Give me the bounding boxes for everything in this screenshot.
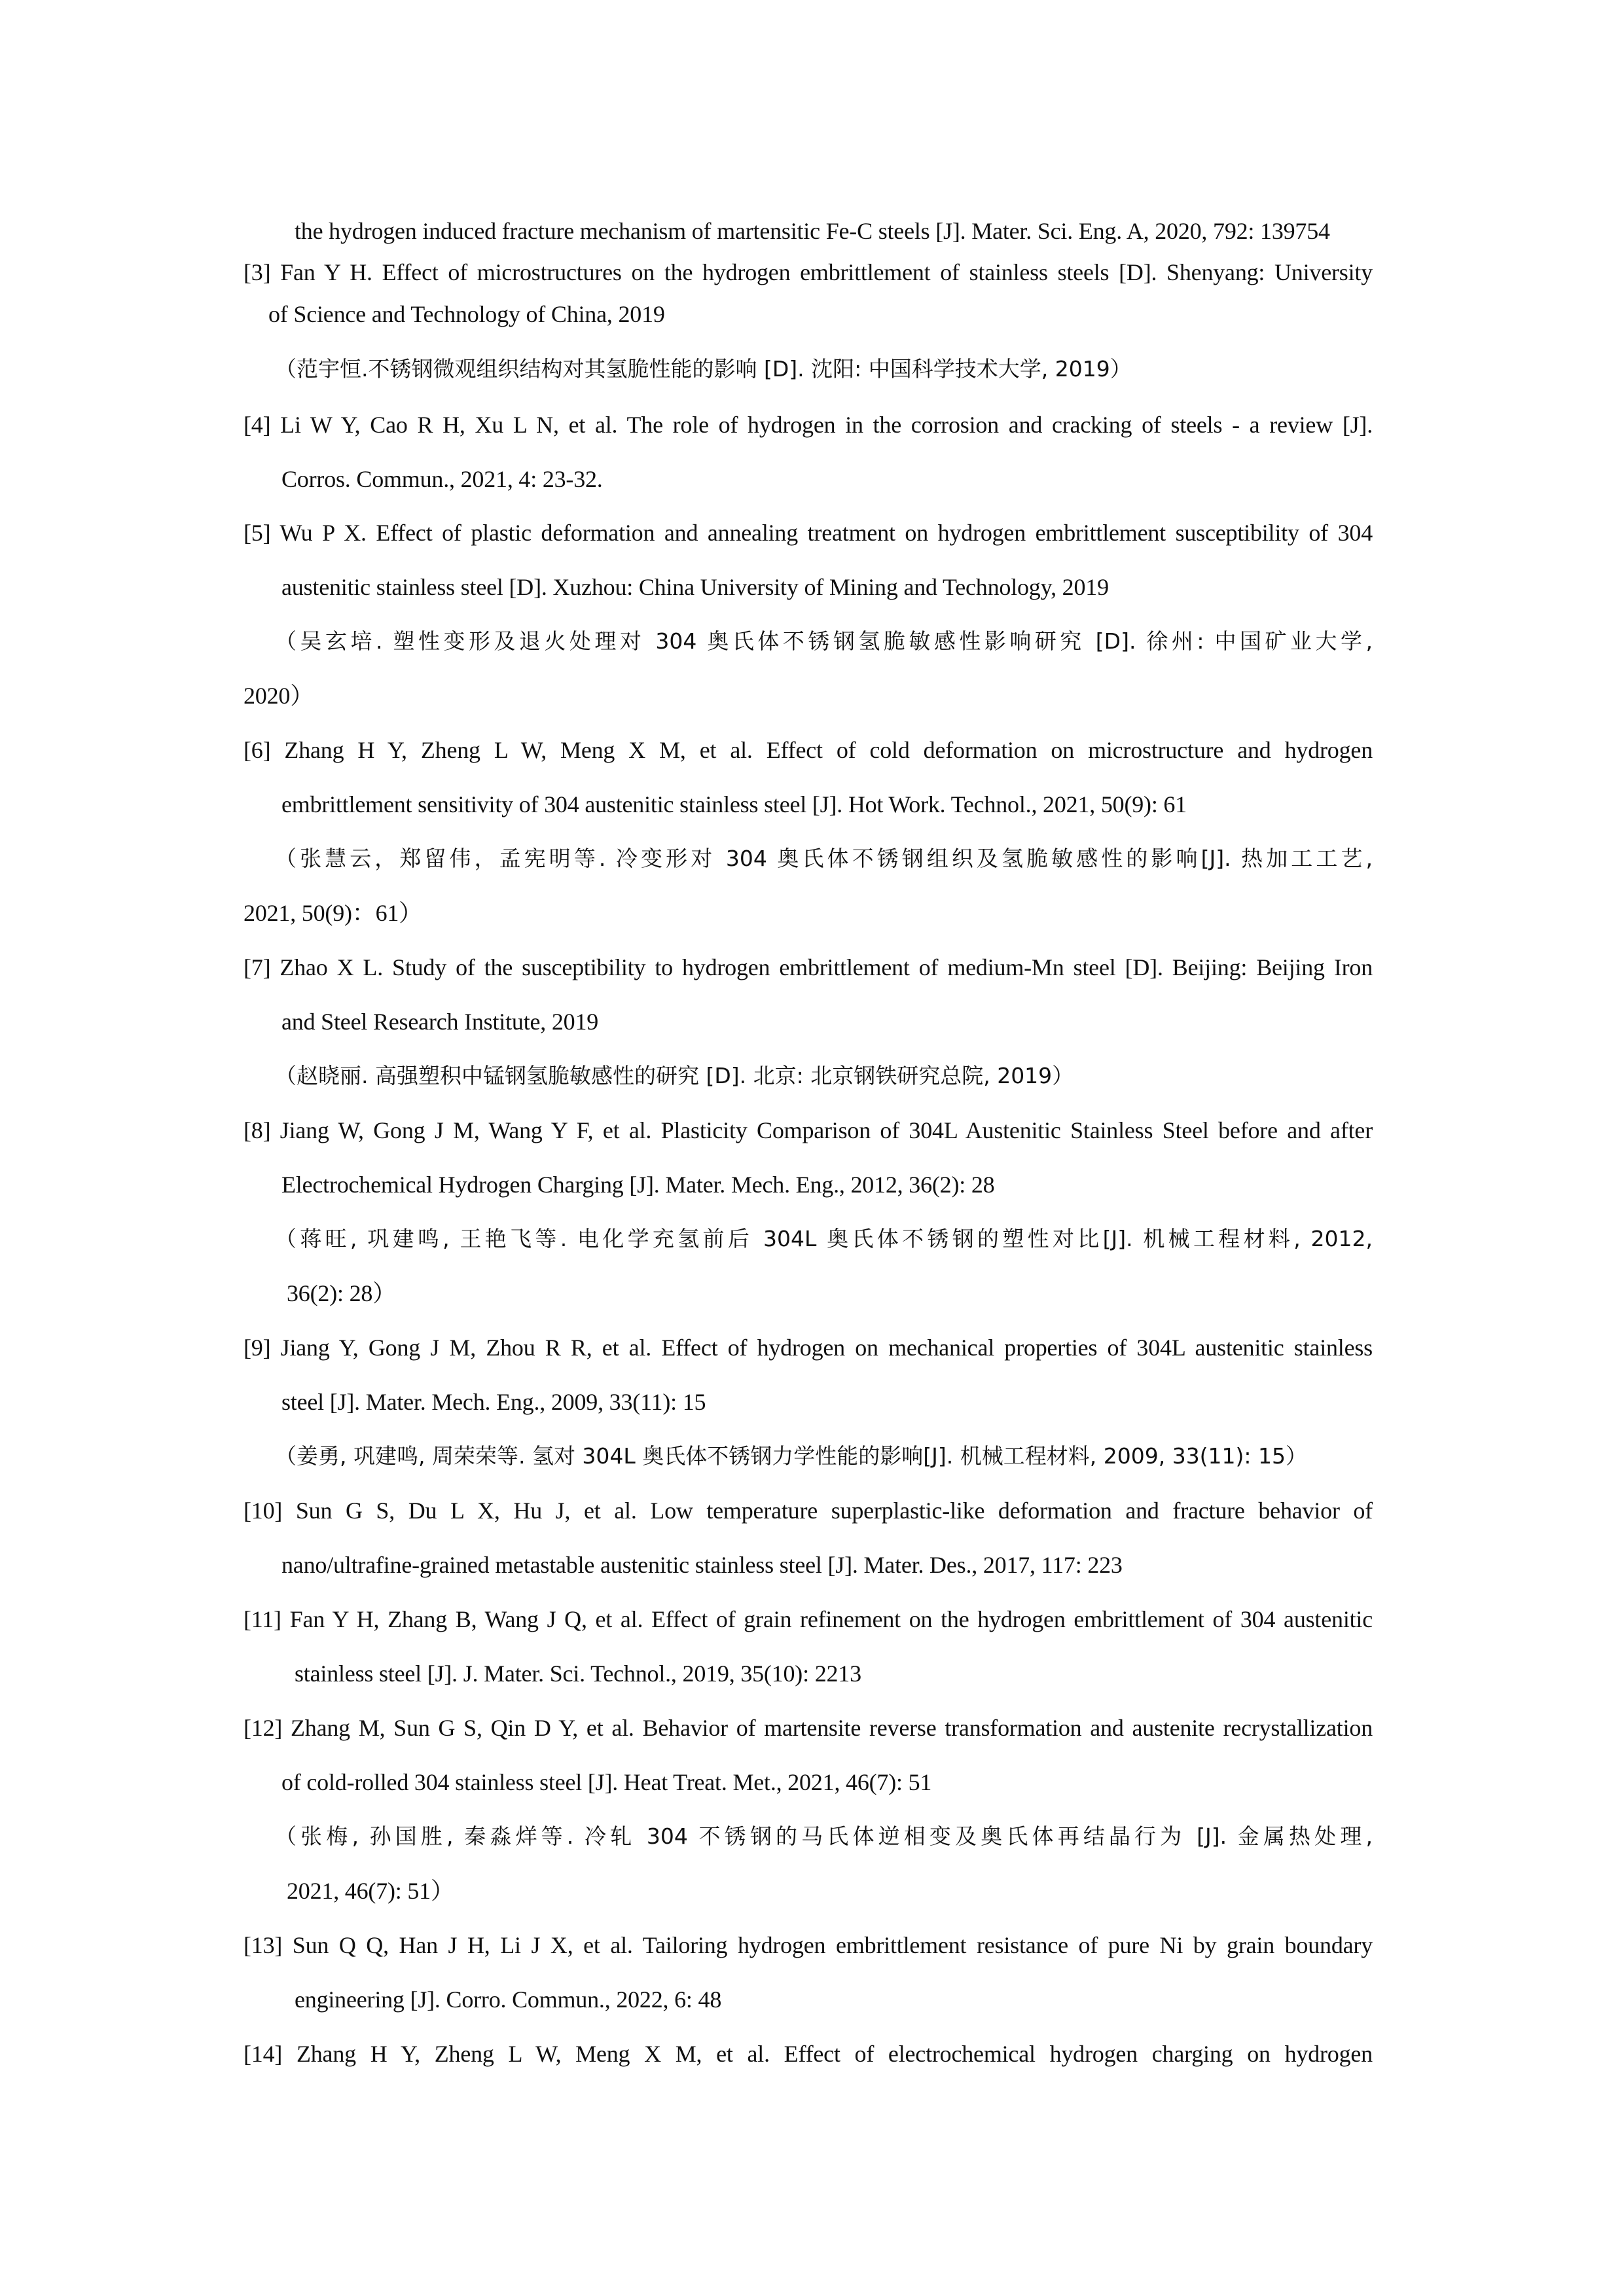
reference-line: steel [J]. Mater. Mech. Eng., 2009, 33(11): 15 [281, 1389, 706, 1415]
reference-line: [6] Zhang H Y, Zheng L W, Meng X M, et al. Effect of cold deformation on microstructure and hydrogen [244, 737, 1373, 763]
reference-line: [8] Jiang W, Gong J M, Wang Y F, et al. Plasticity Comparison of 304L Austenitic Stainless Steel before and after [244, 1117, 1373, 1143]
reference-line: of Science and Technology of China, 2019 [268, 301, 665, 327]
reference-line: of cold-rolled 304 stainless steel [J]. Heat Treat. Met., 2021, 46(7): 51 [281, 1769, 932, 1795]
reference-line: embrittlement sensitivity of 304 austenitic stainless steel [J]. Hot Work. Technol., 2021, 50(9): 61 [281, 791, 1187, 817]
reference-line: 2021, 46(7): 51） [287, 1878, 454, 1904]
reference-line-chinese: （赵晓丽. 高强塑积中锰钢氢脆敏感性的研究 [D]. 北京: 北京钢铁研究总院, 2019） [275, 1063, 1074, 1088]
reference-line-chinese: （范宇恒.不锈钢微观组织结构对其氢脆性能的影响 [D]. 沈阳: 中国科学技术大学, 2019） [275, 356, 1132, 382]
reference-line: 36(2): 28） [287, 1280, 396, 1306]
reference-line-chinese: （张梅, 孙国胜, 秦淼烊等. 冷轧 304 不锈钢的马氏体逆相变及奥氏体再结晶行为 [J]. 金属热处理, [275, 1823, 1373, 1849]
reference-line-chinese: （吴玄培. 塑性变形及退火处理对 304 奥氏体不锈钢氢脆敏感性影响研究 [D]. 徐州: 中国矿业大学, [275, 628, 1373, 654]
reference-line: [14] Zhang H Y, Zheng L W, Meng X M, et al. Effect of electrochemical hydrogen charging on hydrogen [244, 2041, 1373, 2067]
reference-line: [11] Fan Y H, Zhang B, Wang J Q, et al. Effect of grain refinement on the hydrogen embrittlement of 304 austenitic [244, 1606, 1373, 1632]
reference-line: stainless steel [J]. J. Mater. Sci. Technol., 2019, 35(10): 2213 [295, 1660, 861, 1687]
reference-line: [4] Li W Y, Cao R H, Xu L N, et al. The role of hydrogen in the corrosion and cracking of steels - a review [J]. [244, 412, 1373, 438]
reference-line-chinese: （张慧云，郑留伟，孟宪明等. 冷变形对 304 奥氏体不锈钢组织及氢脆敏感性的影响[J]. 热加工工艺, [275, 846, 1373, 871]
reference-line: engineering [J]. Corro. Commun., 2022, 6: 48 [295, 1986, 722, 2013]
reference-line: [10] Sun G S, Du L X, Hu J, et al. Low temperature superplastic-like deformation and fracture behavior of [244, 1498, 1373, 1524]
reference-line: Electrochemical Hydrogen Charging [J]. Mater. Mech. Eng., 2012, 36(2): 28 [281, 1172, 995, 1198]
reference-line: [5] Wu P X. Effect of plastic deformation and annealing treatment on hydrogen embrittlement susceptibility of 304 [244, 520, 1373, 546]
reference-line: [9] Jiang Y, Gong J M, Zhou R R, et al. Effect of hydrogen on mechanical properties of 304L austenitic stainless [244, 1335, 1373, 1361]
reference-line: [7] Zhao X L. Study of the susceptibility to hydrogen embrittlement of medium-Mn steel [D]. Beijing: Beijing Iron [244, 954, 1373, 980]
reference-line: nano/ultrafine-grained metastable austenitic stainless steel [J]. Mater. Des., 2017, 117: 223 [281, 1552, 1123, 1578]
reference-line-chinese: （姜勇, 巩建鸣, 周荣荣等. 氢对 304L 奥氏体不锈钢力学性能的影响[J]. 机械工程材料, 2009, 33(11): 15） [275, 1443, 1308, 1469]
reference-line: the hydrogen induced fracture mechanism of martensitic Fe-C steels [J]. Mater. Sci. Eng. A, 2020, 792: 139754 [295, 218, 1330, 244]
reference-line: austenitic stainless steel [D]. Xuzhou: China University of Mining and Technology, 2019 [281, 574, 1109, 600]
reference-line: [13] Sun Q Q, Han J H, Li J X, et al. Tailoring hydrogen embrittlement resistance of pure Ni by grain boundary [244, 1932, 1373, 1958]
reference-line: [12] Zhang M, Sun G S, Qin D Y, et al. Behavior of martensite reverse transformation and austenite recrystallization [244, 1715, 1373, 1741]
reference-line: Corros. Commun., 2021, 4: 23-32. [281, 466, 603, 492]
reference-line: 2020） [244, 683, 314, 709]
reference-line-chinese: （蒋旺, 巩建鸣, 王艳飞等. 电化学充氢前后 304L 奥氏体不锈钢的塑性对比[J]. 机械工程材料, 2012, [275, 1226, 1373, 1251]
reference-line: 2021, 50(9)：61） [244, 900, 422, 926]
reference-line: [3] Fan Y H. Effect of microstructures on the hydrogen embrittlement of stainless steels [D]. Shenyang: University [244, 259, 1373, 285]
reference-line: and Steel Research Institute, 2019 [281, 1009, 599, 1035]
